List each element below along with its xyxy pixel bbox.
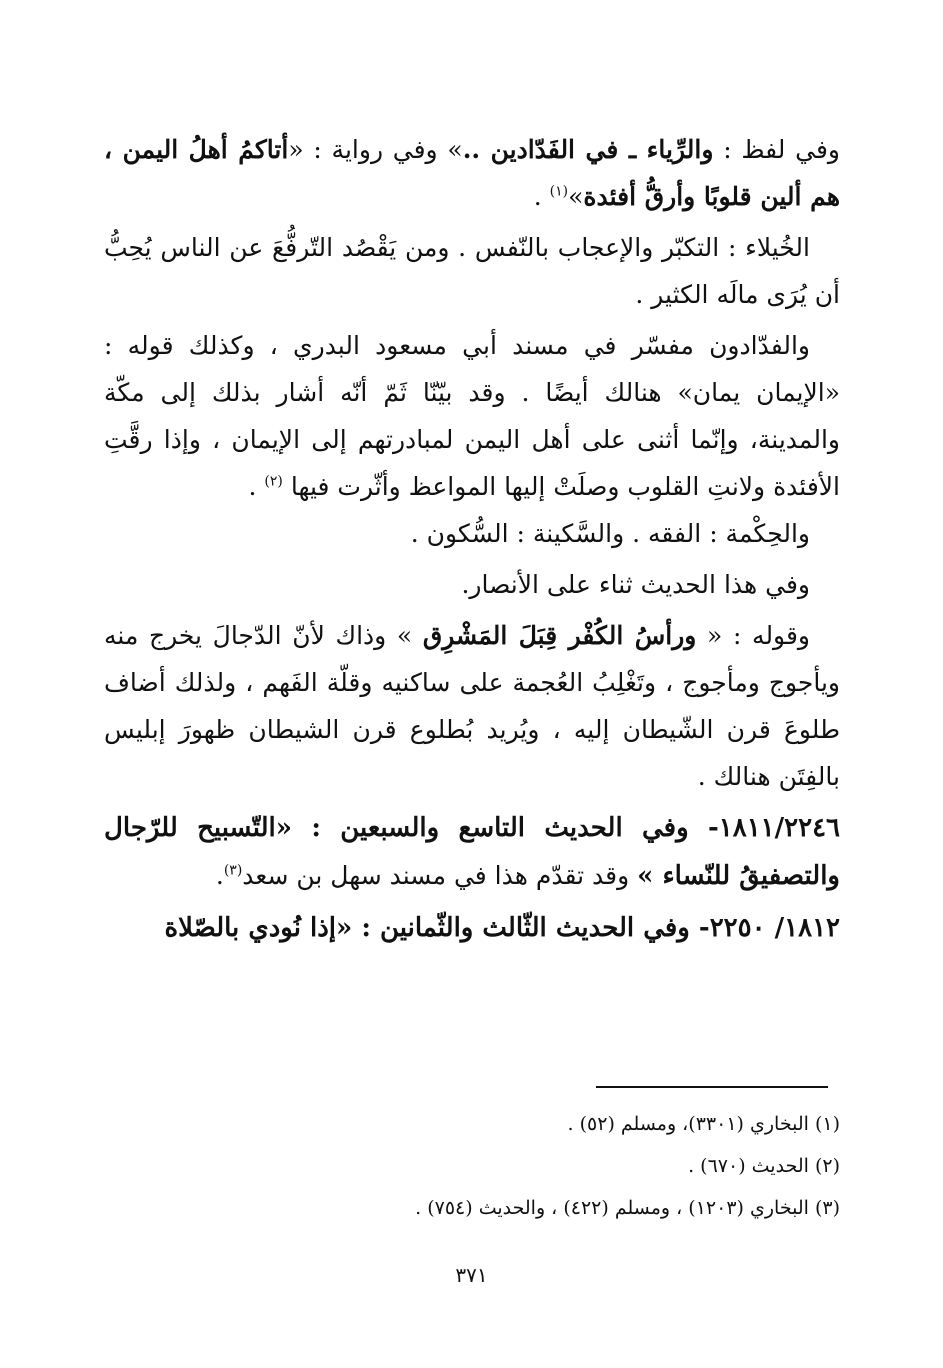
hadith-entry-1812	[104, 904, 840, 952]
main-text	[104, 126, 840, 952]
page-number: ٣٧١	[455, 1263, 488, 1287]
footnote-divider	[596, 1086, 828, 1088]
text-run: وفي لفظ :	[713, 135, 840, 164]
paragraph-hikma: والحِكْمة : الفقه . والسَّكينة : السُّكون .	[410, 519, 810, 548]
paragraph-khuyala: الخُيلاء : التكبّر والإعجاب بالنّفس . ومن يَقْصُد التّرفُّعَ عن الناس يُحِبُّ أن يُرَى مالَه الكثير .	[104, 233, 840, 309]
text-run: .	[248, 472, 265, 501]
text-run: »	[568, 182, 584, 211]
hadith-heading: ١٨١٢/ ٢٢٥٠- وفي الحديث الثّالث والثّمانين : «إذا نُودي بالصّلاة	[164, 913, 840, 943]
text-run: .	[215, 861, 224, 890]
footnote-ref-1[interactable]: (١)	[549, 183, 569, 200]
text-run: » وفي رواية : «	[288, 135, 463, 164]
hadith-entry-1811	[104, 804, 840, 900]
paragraph-lafz	[104, 126, 840, 220]
hadith-heading: ١٨١١/٢٢٤٦- وفي الحديث التاسع والسبعين : «التّسبيح للرّجال والتصفيقُ للنّساء »	[104, 813, 840, 891]
paragraph-ansar: وفي هذا الحديث ثناء على الأنصار.	[461, 570, 810, 599]
footnote-ref-3[interactable]: (٣)	[223, 862, 243, 879]
paragraph-faddadun	[104, 322, 840, 510]
footnotes	[104, 1103, 840, 1229]
text-run: والفدّادون مفسّر في مسند أبي مسعود البدري ، وكذلك قوله : «الإيمان يمان» هنالك أيضًا . وقد بيّنّا ثَمّ أنّه أشار بذلك إلى مكّة والمدينة، وإنّما أثنى على أهل اليمن لمبادرتهم إلى الإيمان ، وإذا رقَّتِ الأفئدة ولانتِ القلوب وصلَتْ إليها المواعظ وأثّرت فيها	[104, 331, 840, 501]
text-run: .	[533, 182, 550, 211]
footnote-2: (٢) الحديث (٦٧٠) .	[688, 1155, 840, 1177]
footnote-3: (٣) البخاري (١٢٠٣) ، ومسلم (٤٢٢) ، والحديث (٧٥٤) .	[415, 1197, 840, 1219]
text-run: » وذاك لأنّ الدّجالَ يخرج منه ويأجوج ومأجوج ، وتَغْلِبُ العُجمة على ساكنيه وقلّة الفَهم ، ولذلك أضاف طلوعَ قرن الشّيطان إليه ، ويُريد بُطلوع قرن الشيطان ظهورَ إبليس بالفِتَن هنالك .	[104, 621, 840, 791]
text-run: وقوله : «	[696, 621, 810, 650]
quoted-hadith-text: أتاكمُ أهلُ اليمن ، هم ألين قلوبًا وأرقُّ أفئدة	[104, 135, 840, 211]
text-run: وقد تقدّم هذا في مسند سهل بن سعد	[242, 861, 638, 890]
footnote-1: (١) البخاري (٣٣٠١)، ومسلم (٥٢) .	[567, 1113, 840, 1135]
quoted-hadith-text: ورأسُ الكُفْر قِبَلَ المَشْرِق	[422, 621, 697, 650]
paragraph-mashriq	[104, 612, 840, 800]
quoted-hadith-text: والرِّياء ـ في الفَدّادين ..	[462, 135, 714, 164]
footnote-ref-2[interactable]: (٢)	[264, 473, 283, 490]
